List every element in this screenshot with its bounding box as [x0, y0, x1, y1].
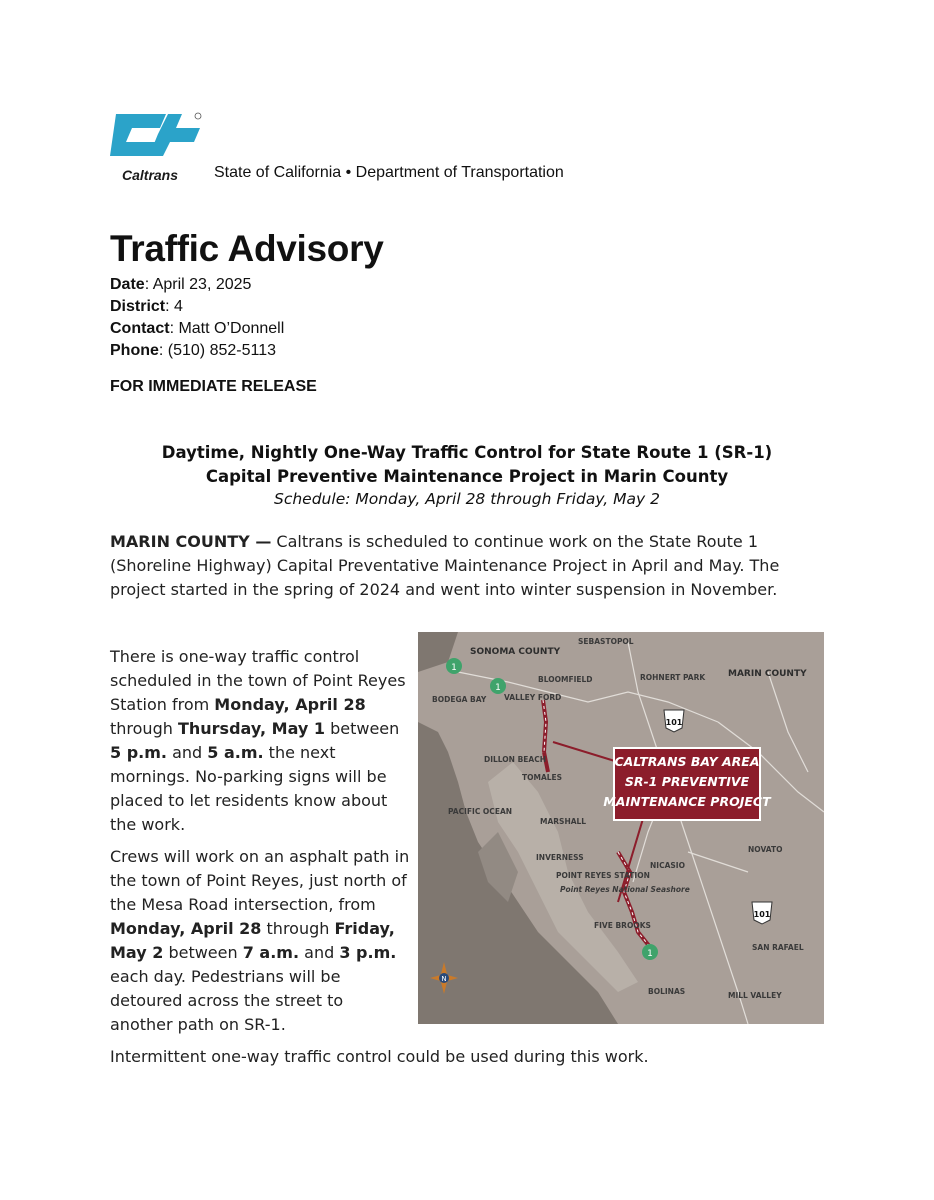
- svg-text:N: N: [441, 975, 447, 983]
- highway-101-shield-south: [752, 902, 772, 924]
- svg-text:101: 101: [753, 910, 771, 919]
- svg-text:1: 1: [495, 683, 501, 693]
- paragraph-intermittent: Intermittent one-way traffic control could be used during this work.: [110, 1047, 649, 1066]
- page-title: Traffic Advisory: [110, 228, 384, 269]
- svg-text:VALLEY FORD: VALLEY FORD: [504, 693, 562, 702]
- svg-text:DILLON BEACH: DILLON BEACH: [484, 755, 546, 764]
- meta-date: Date: April 23, 2025: [110, 276, 252, 293]
- project-map: [418, 632, 824, 1024]
- svg-text:NOVATO: NOVATO: [748, 845, 783, 854]
- svg-text:Caltrans: Caltrans: [122, 167, 179, 183]
- svg-text:101: 101: [665, 718, 683, 727]
- svg-text:NICASIO: NICASIO: [650, 861, 685, 870]
- caltrans-logo: [108, 108, 204, 186]
- svg-text:PACIFIC OCEAN: PACIFIC OCEAN: [448, 807, 513, 816]
- svg-text:POINT REYES STATION: POINT REYES STATION: [556, 871, 650, 880]
- highway-101-shield-north: [664, 710, 684, 732]
- svg-text:BLOOMFIELD: BLOOMFIELD: [538, 675, 593, 684]
- highway-1-shield-south: [642, 944, 658, 960]
- svg-text:FIVE BROOKS: FIVE BROOKS: [594, 921, 651, 930]
- agency-name: State of California • Department of Transportation: [214, 164, 564, 181]
- highway-1-shield-north: [446, 658, 462, 674]
- svg-text:CALTRANS BAY AREA: CALTRANS BAY AREA: [614, 754, 760, 769]
- svg-text:SEBASTOPOL: SEBASTOPOL: [578, 637, 634, 646]
- svg-text:SONOMA COUNTY: SONOMA COUNTY: [470, 647, 561, 657]
- paragraph-intro: MARIN COUNTY — Caltrans is scheduled to continue work on the State Route 1 (Shoreline Highway) Capital Preventative Maintenance Project in April and May. The project started in the spring of 2024 and went into winter suspension in November.: [110, 532, 780, 599]
- svg-text:SAN RAFAEL: SAN RAFAEL: [752, 943, 804, 952]
- svg-text:SR-1 PREVENTIVE: SR-1 PREVENTIVE: [624, 774, 750, 789]
- headline-line-2: Capital Preventive Maintenance Project in Marin County: [205, 467, 729, 486]
- svg-text:MAINTENANCE PROJECT: MAINTENANCE PROJECT: [603, 794, 771, 809]
- svg-text:MARSHALL: MARSHALL: [540, 817, 587, 826]
- svg-text:1: 1: [451, 663, 457, 673]
- svg-text:1: 1: [647, 949, 653, 959]
- meta-contact: Contact: Matt O’Donnell: [110, 320, 285, 337]
- meta-district: District: 4: [110, 298, 183, 315]
- svg-text:MARIN COUNTY: MARIN COUNTY: [728, 669, 807, 679]
- paragraph-traffic-control: There is one-way traffic control scheduled in the town of Point Reyes Station from Monday, April 28 through Thursday, May 1 between 5 p.m. and 5 a.m. the next mornings. No-parking signs will be placed to let residents know about the work.: [110, 647, 406, 834]
- svg-text:MILL VALLEY: MILL VALLEY: [728, 991, 782, 1000]
- paragraph-asphalt-path: Crews will work on an asphalt path in the town of Point Reyes, just north of the Mesa Road intersection, from Monday, April 28 through Friday, May 2 between 7 a.m. and 3 p.m. each day. Pedestrians will be detoured across the street to another path on SR-1.: [110, 847, 410, 1034]
- svg-text:INVERNESS: INVERNESS: [536, 853, 584, 862]
- svg-text:BODEGA BAY: BODEGA BAY: [432, 695, 487, 704]
- release-label: FOR IMMEDIATE RELEASE: [110, 378, 317, 395]
- headline-line-1: Daytime, Nightly One-Way Traffic Control for State Route 1 (SR-1): [161, 443, 773, 462]
- svg-text:TOMALES: TOMALES: [522, 773, 563, 782]
- highway-1-shield-valley-ford: [490, 678, 506, 694]
- headline-schedule: Schedule: Monday, April 28 through Friday, May 2: [274, 490, 660, 508]
- meta-phone: Phone: (510) 852-5113: [110, 342, 277, 359]
- svg-text:ROHNERT PARK: ROHNERT PARK: [640, 673, 706, 682]
- svg-text:Point Reyes National Seashore: Point Reyes National Seashore: [560, 885, 690, 894]
- svg-text:BOLINAS: BOLINAS: [648, 987, 686, 996]
